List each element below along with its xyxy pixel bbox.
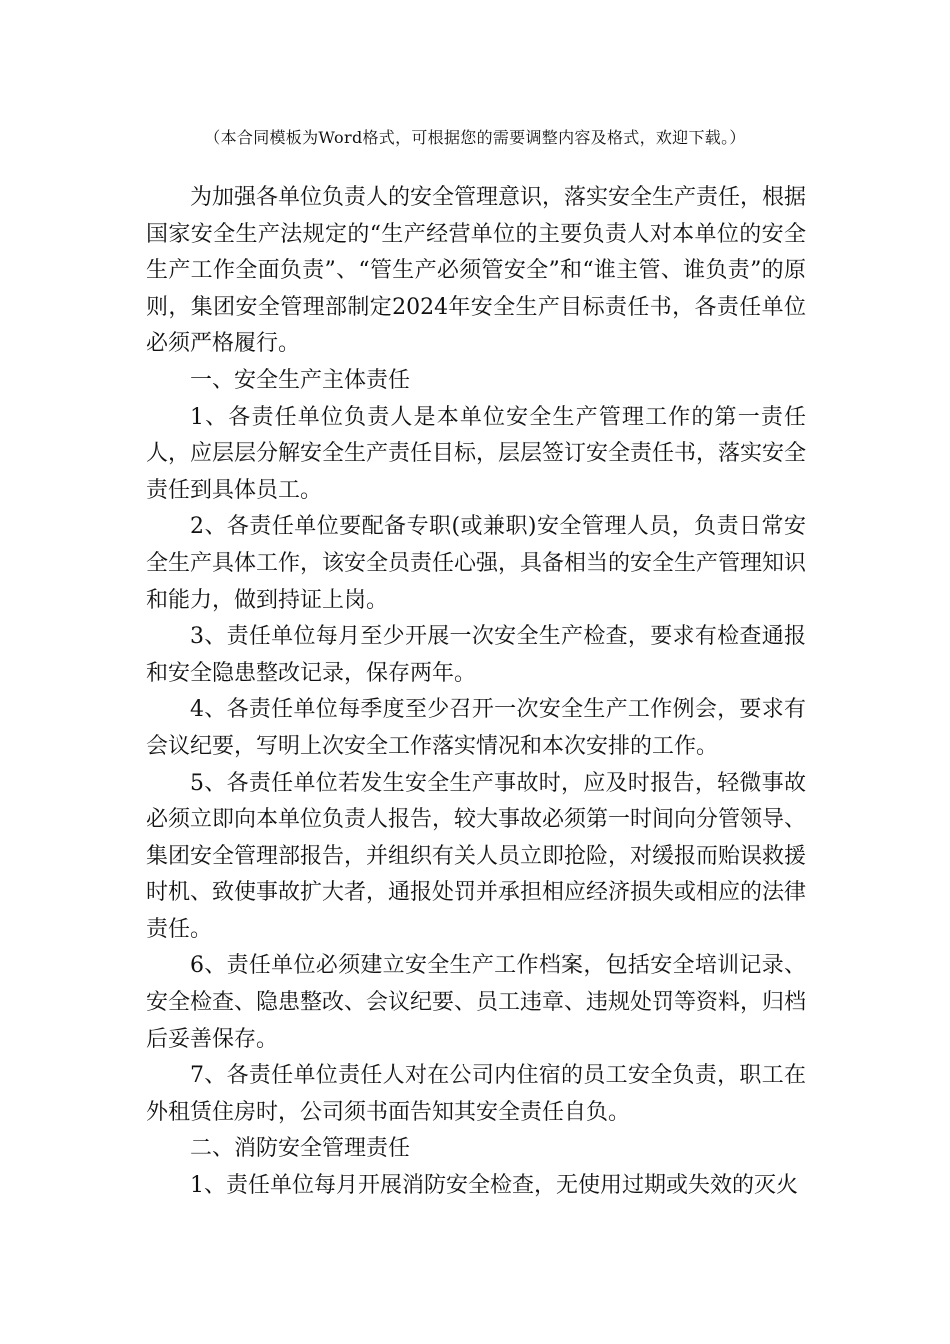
clause-paragraph: 5、各责任单位若发生安全生产事故时，应及时报告，轻微事故必须立即向本单位负责人报告，较大事故必须第一时间向分管领导、集团安全管理部报告，并组织有关人员立即抢险，对缓报而贻误救援时机、致使事故扩大者，通报处罚并承担相应经济损失或相应的法律责任。 xyxy=(146,770,807,942)
clause-paragraph: 6、责任单位必须建立安全生产工作档案，包括安全培训记录、安全检查、隐患整改、会议纪要、员工违章、违规处罚等资料，归档后妥善保存。 xyxy=(146,953,807,1052)
clause-paragraph: 3、责任单位每月至少开展一次安全生产检查，要求有检查通报和安全隐患整改记录，保存两年。 xyxy=(146,624,806,686)
section-heading-1: 一、安全生产主体责任 xyxy=(190,367,411,393)
clause-paragraph: 2、各责任单位要配备专职(或兼职)安全管理人员，负责日常安全生产具体工作，该安全员责任心强，具备相当的安全生产管理知识和能力，做到持证上岗。 xyxy=(146,514,807,613)
section-heading-2: 二、消防安全管理责任 xyxy=(190,1136,411,1162)
document-body xyxy=(146,180,806,1205)
template-notice: （本合同模板为Word格式，可根据您的需要调整内容及格式，欢迎下载。） xyxy=(204,128,746,147)
clause-paragraph: 4、各责任单位每季度至少召开一次安全生产工作例会，要求有会议纪要，写明上次安全工作落实情况和本次安排的工作。 xyxy=(146,697,806,759)
clause-paragraph: 7、各责任单位责任人对在公司内住宿的员工安全负责，职工在外租赁住房时，公司须书面告知其安全责任自负。 xyxy=(146,1063,806,1125)
clause-paragraph: 1、责任单位每月开展消防安全检查，无使用过期或失效的灭火 xyxy=(190,1173,798,1199)
clause-paragraph: 1、各责任单位负责人是本单位安全生产管理工作的第一责任人，应层层分解安全生产责任目标，层层签订安全责任书，落实安全责任到具体员工。 xyxy=(146,404,807,503)
intro-paragraph: 为加强各单位负责人的安全管理意识，落实安全生产责任，根据国家安全生产法规定的“生产经营单位的主要负责人对本单位的安全生产工作全面负责”、“管生产必须管安全”和“谁主管、谁负责”的原则，集团安全管理部制定2024年安全生产目标责任书，各责任单位必须严格履行。 xyxy=(146,185,807,357)
